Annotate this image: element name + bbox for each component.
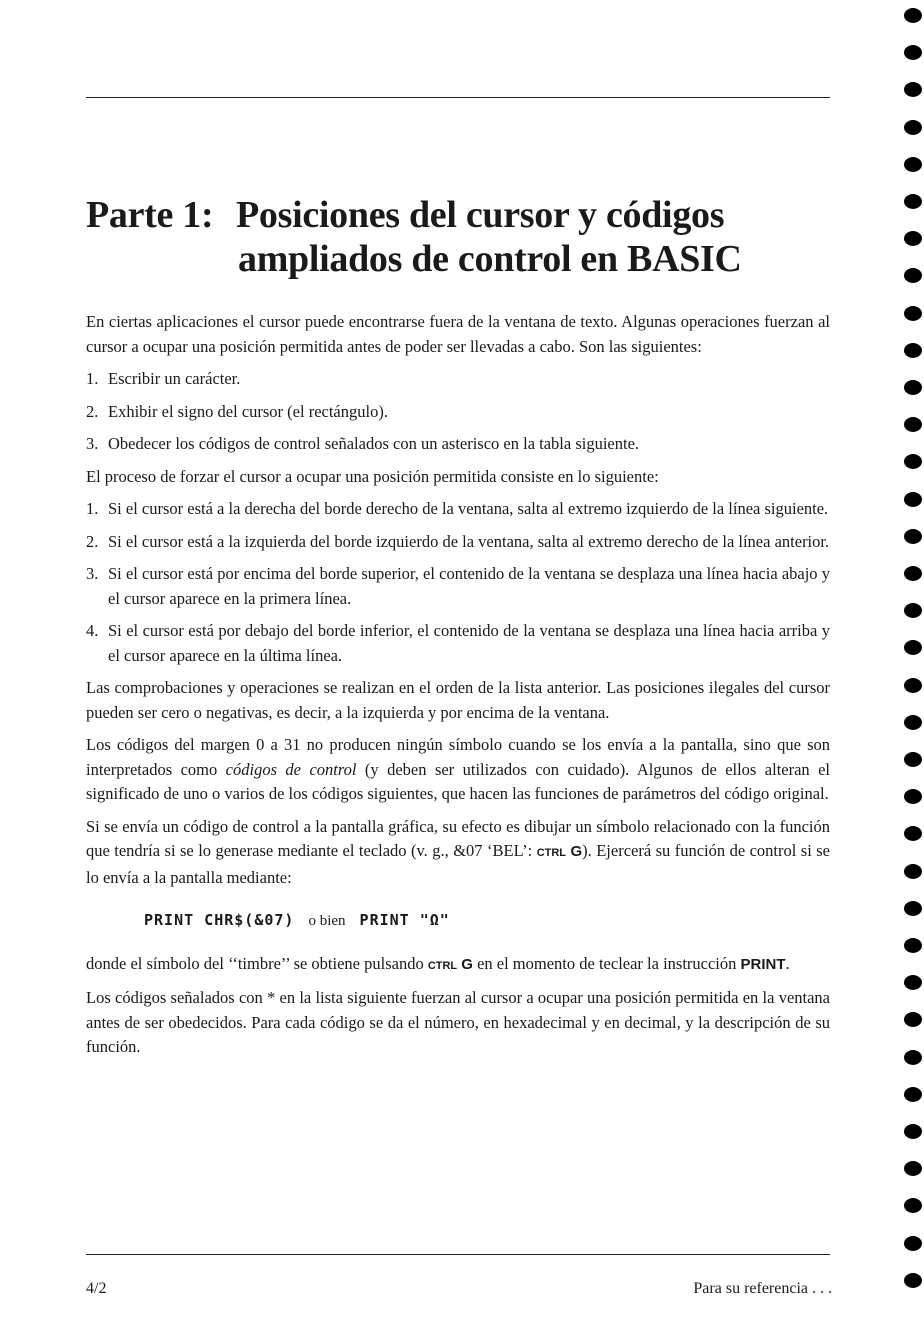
binder-hole <box>904 752 922 767</box>
page-title <box>86 193 846 281</box>
process-paragraph: El proceso de forzar el cursor a ocupar una posición permitida consiste en lo siguiente: <box>86 466 659 486</box>
list-item: 1. Si el cursor está a la derecha del borde derecho de la ventana, salta al extremo izquierdo de la línea siguiente. <box>86 499 829 518</box>
g-key: G <box>570 843 583 860</box>
binder-hole <box>904 1124 922 1139</box>
binder-hole <box>904 1236 922 1251</box>
binder-hole <box>904 231 922 246</box>
process-steps-list <box>86 497 830 668</box>
list-item: 3. Obedecer los códigos de control señalados con un asterisco en la tabla siguiente. <box>86 434 640 453</box>
part-number: Parte 1: <box>86 194 214 237</box>
binder-hole <box>904 1050 922 1065</box>
list-item: 2. Si el cursor está a la izquierda del borde izquierdo de la ventana, salta al extremo derecho de la línea anterior. <box>86 531 830 551</box>
binder-hole <box>904 566 922 581</box>
binder-hole <box>904 1273 922 1288</box>
body-text <box>86 310 830 1068</box>
binder-hole <box>904 306 922 321</box>
binder-hole <box>904 789 922 804</box>
control-codes-term: códigos de control <box>225 759 357 779</box>
binder-hole <box>904 640 922 655</box>
code-print-chr: PRINT CHR$(&07) <box>144 911 295 929</box>
binder-hole <box>904 1012 922 1027</box>
list-item: 4. Si el cursor está por debajo del borde inferior, el contenido de la ventana se desplaza una línea hacia arriba y el cursor aparece en la última línea. <box>86 621 830 665</box>
graphic-screen-paragraph: Si se envía un código de control a la pantalla gráfica, su efecto es dibujar un símbolo relacionado con la función que tendría si se lo generase mediante el teclado (v. g., &07 ‘BEL’: CTRL G). Ejercerá su función de control si se lo envía a la pantalla mediante: <box>86 816 831 887</box>
binder-hole <box>904 826 922 841</box>
title-line-1: Posiciones del cursor y códigos <box>236 194 725 237</box>
binder-hole <box>904 975 922 990</box>
bell-paragraph: donde el símbolo del ‘‘timbre’’ se obtiene pulsando CTRL G en el momento de teclear la instrucción PRINT. <box>86 953 790 973</box>
intro-paragraph: En ciertas aplicaciones el cursor puede encontrarse fuera de la ventana de texto. Algunas operaciones fuerzan al cursor a ocupar una posición permitida antes de poder ser llevadas a cabo. Son las siguientes: <box>86 312 830 356</box>
binder-hole <box>904 715 922 730</box>
binder-hole <box>904 864 922 879</box>
binder-hole <box>904 157 922 172</box>
binder-hole <box>904 603 922 618</box>
binder-hole <box>904 938 922 953</box>
code-print-bell: PRINT "Ω" <box>359 911 450 929</box>
code-example <box>144 908 830 934</box>
binder-hole <box>904 492 922 507</box>
binder-hole <box>904 529 922 544</box>
list-item: 1. Escribir un carácter. <box>86 369 241 388</box>
title-line-2: ampliados de control en BASIC <box>238 238 742 281</box>
running-footer: Para su referencia . . . <box>693 1280 832 1297</box>
ctrl-key: CTRL <box>427 959 458 972</box>
ctrl-key: CTRL <box>536 847 567 859</box>
binder-hole <box>904 343 922 358</box>
binder-hole <box>904 194 922 209</box>
operations-list <box>86 367 830 457</box>
binder-hole <box>904 120 922 135</box>
code-or: o bien <box>308 913 346 929</box>
list-item: 3. Si el cursor está por encima del borde superior, el contenido de la ventana se desplaza una línea hacia abajo y el cursor aparece en la primera línea. <box>86 564 830 608</box>
top-rule <box>86 97 830 98</box>
binder-hole <box>904 417 922 432</box>
binder-hole <box>904 82 922 97</box>
print-keyword: PRINT <box>740 955 786 973</box>
list-item: 2. Exhibir el signo del cursor (el rectángulo). <box>86 401 388 421</box>
page-number: 4/2 <box>86 1280 107 1297</box>
binder-hole <box>904 678 922 693</box>
bottom-rule <box>86 1254 830 1255</box>
binder-hole <box>904 1161 922 1176</box>
binder-hole <box>904 380 922 395</box>
binder-hole <box>904 454 922 469</box>
g-key: G <box>461 955 473 973</box>
checks-paragraph: Las comprobaciones y operaciones se realizan en el orden de la lista anterior. Las posiciones ilegales del cursor pueden ser cero o negativas, es decir, a la izquierda y por encima de la ventana. <box>86 678 830 722</box>
control-codes-paragraph: Los códigos del margen 0 a 31 no producen ningún símbolo cuando se los envía a la pantalla, sino que son interpretados como códigos de control (y deben ser utilizados con cuidado). Algunos de ellos alteran el significado de uno o varios de los códigos siguientes, que hacen las funciones de parámetros del código original. <box>86 735 831 803</box>
binder-hole <box>904 8 922 23</box>
binder-hole <box>904 1087 922 1102</box>
binder-hole <box>904 268 922 283</box>
binder-hole <box>904 1198 922 1213</box>
binder-hole <box>904 901 922 916</box>
final-paragraph: Los códigos señalados con * en la lista siguiente fuerzan al cursor a ocupar una posición permitida en la ventana antes de ser obedecidos. Para cada código se da el número, en hexadecimal y en decimal, y la descripción de su función. <box>86 988 830 1056</box>
binder-hole <box>904 45 922 60</box>
binder-holes <box>904 0 922 1334</box>
